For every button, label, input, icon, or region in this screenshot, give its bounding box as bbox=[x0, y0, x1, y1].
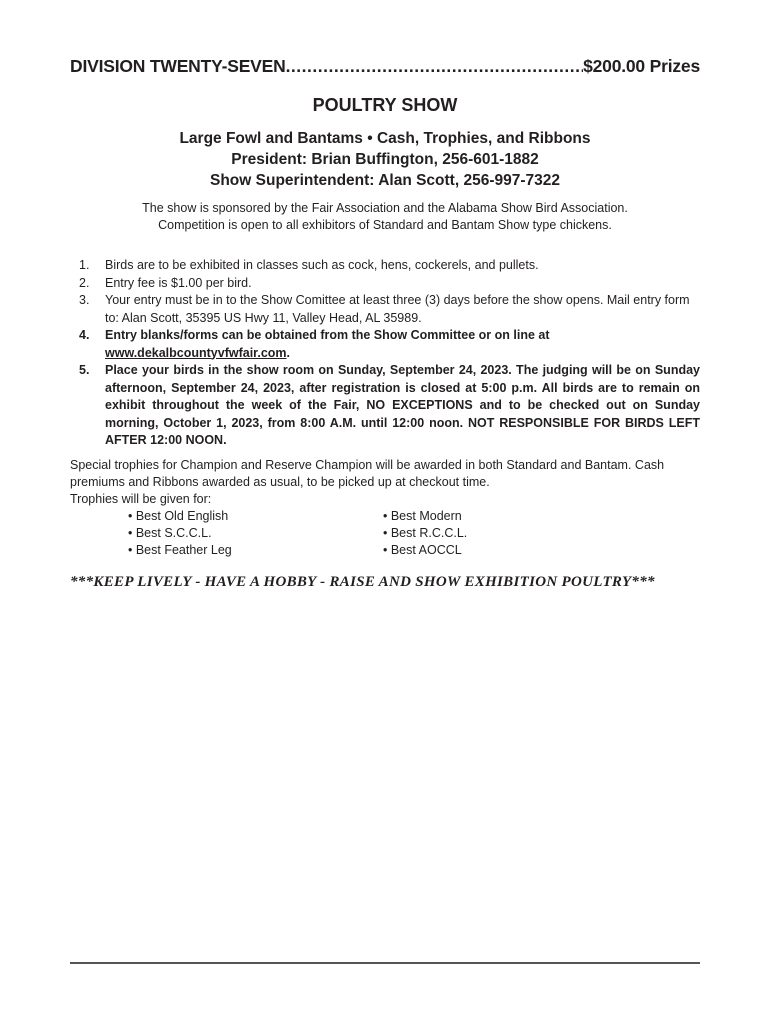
subtitle-president: President: Brian Buffington, 256-601-1882 bbox=[231, 151, 539, 168]
sponsor-note bbox=[70, 200, 700, 234]
rule-item bbox=[70, 292, 700, 327]
rule-item bbox=[70, 327, 700, 362]
rule-text: Your entry must be in to the Show Comittee at least three (3) days before the show opens. Mail entry form to: Alan Scott, 35395 US Hwy 11, Valley Head, AL 35989. bbox=[105, 293, 690, 325]
subtitle-categories: Large Fowl and Bantams • Cash, Trophies, and Ribbons bbox=[179, 130, 591, 147]
rule-item bbox=[70, 362, 700, 450]
trophy-item: • Best AOCCL bbox=[383, 542, 462, 557]
sponsor-line: Competition is open to all exhibitors of Standard and Bantam Show type chickens. bbox=[158, 218, 612, 232]
rule-number: 4. bbox=[79, 328, 90, 342]
trophies-intro: Trophies will be given for: bbox=[70, 491, 212, 506]
rule-text-wrapper bbox=[105, 327, 700, 362]
motto: ***KEEP LIVELY - HAVE A HOBBY - RAISE AND SHOW EXHIBITION POULTRY*** bbox=[70, 573, 655, 590]
division-prizes: $200.00 Prizes bbox=[583, 56, 700, 76]
rule-text: Birds are to be exhibited in classes such as cock, hens, cockerels, and pullets. bbox=[105, 258, 539, 272]
trophy-item: • Best S.C.C.L. bbox=[128, 525, 212, 540]
rule-number: 3. bbox=[79, 293, 90, 307]
rule-number: 5. bbox=[79, 363, 90, 377]
division-heading bbox=[70, 56, 700, 77]
trophies-list bbox=[70, 508, 700, 559]
rule-number: 2. bbox=[79, 275, 90, 290]
trophy-item: • Best Modern bbox=[383, 508, 462, 523]
leader-dots bbox=[286, 56, 584, 77]
subtitle-superintendent: Show Superintendent: Alan Scott, 256-997-7322 bbox=[210, 172, 560, 189]
rule-number: 1. bbox=[79, 258, 90, 272]
rule-text: Place your birds in the show room on Sunday, September 24, 2023. The judging will be on Sunday afternoon, September 24, 2023, after registration is closed at 5:00 p.m. All birds are to remain on exhibit throughout the week of the Fair, NO EXCEPTIONS and to be checked out on Sunday morning, October 1, 2023, from 8:00 A.M. until 12:00 noon. NOT RESPONSIBLE FOR BIRDS LEFT AFTER 12:00 NOON. bbox=[105, 363, 700, 447]
trophies-column-left bbox=[128, 508, 383, 559]
trophy-item: • Best R.C.C.L. bbox=[383, 525, 468, 540]
division-name: DIVISION TWENTY-SEVEN bbox=[70, 56, 286, 76]
document-page bbox=[70, 56, 700, 592]
rules-list bbox=[70, 257, 700, 450]
trophies-column-right bbox=[383, 508, 638, 559]
trophy-item: • Best Old English bbox=[128, 508, 229, 523]
rule-text-end: . bbox=[286, 345, 291, 360]
rule-item bbox=[70, 257, 700, 275]
special-trophies-text: Special trophies for Champion and Reserve Champion will be awarded in both Standard and Bantam. Cash premiums and Ribbons awarded as usual, to be picked up at checkout time. bbox=[70, 457, 665, 489]
page-title: POULTRY SHOW bbox=[312, 95, 458, 115]
trophy-item: • Best Feather Leg bbox=[128, 542, 232, 557]
website-link[interactable]: www.dekalbcountyvfwfair.com bbox=[105, 345, 287, 360]
rule-text: Entry blanks/forms can be obtained from the Show Committee or on line at bbox=[105, 328, 550, 342]
rule-item bbox=[70, 275, 700, 293]
sponsor-line: The show is sponsored by the Fair Association and the Alabama Show Bird Association. bbox=[142, 201, 628, 215]
rule-text: Entry fee is $1.00 per bird. bbox=[105, 275, 252, 290]
bottom-divider bbox=[70, 962, 700, 964]
